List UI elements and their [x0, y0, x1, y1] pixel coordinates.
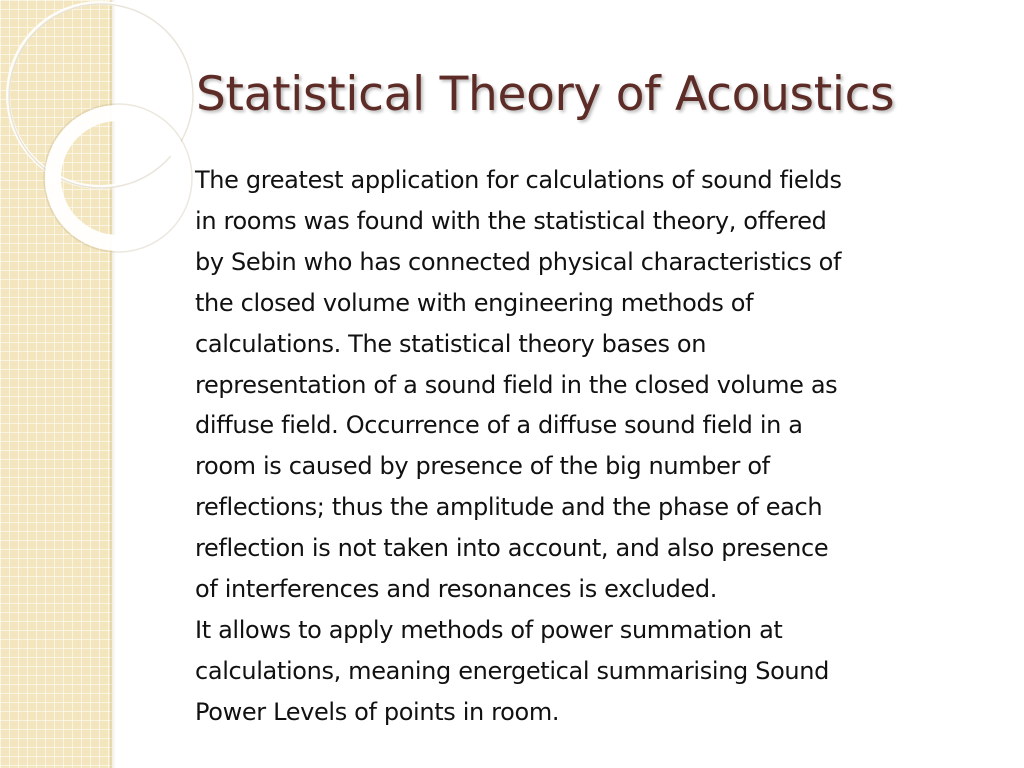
body-line: representation of a sound field in the closed volume as: [195, 370, 838, 399]
body-line: reflections; thus the amplitude and the phase of each: [195, 493, 823, 522]
body-line: calculations, meaning energetical summarising Sound: [195, 656, 830, 685]
slide-body-text: [195, 160, 965, 733]
body-line: the closed volume with engineering methods of: [195, 288, 754, 317]
body-line: calculations. The statistical theory bases on: [195, 329, 707, 358]
body-line: diffuse field. Occurrence of a diffuse sound field in a: [195, 411, 803, 440]
body-line: It allows to apply methods of power summation at: [195, 615, 783, 644]
body-line: room is caused by presence of the big number of: [195, 452, 770, 481]
body-line: reflection is not taken into account, and also presence: [195, 534, 829, 563]
body-line: in rooms was found with the statistical theory, offered: [195, 206, 827, 235]
body-line: of interferences and resonances is excluded.: [195, 575, 718, 604]
decorative-rings: [0, 0, 200, 300]
ring-lower-shade: [44, 104, 192, 252]
ring-lower: [53, 113, 183, 243]
body-line: by Sebin who has connected physical characteristics of: [195, 247, 842, 276]
body-line: Power Levels of points in room.: [195, 697, 560, 726]
slide-title: Statistical Theory of Acoustics: [196, 67, 895, 122]
body-line: The greatest application for calculations of sound fields: [195, 166, 842, 194]
